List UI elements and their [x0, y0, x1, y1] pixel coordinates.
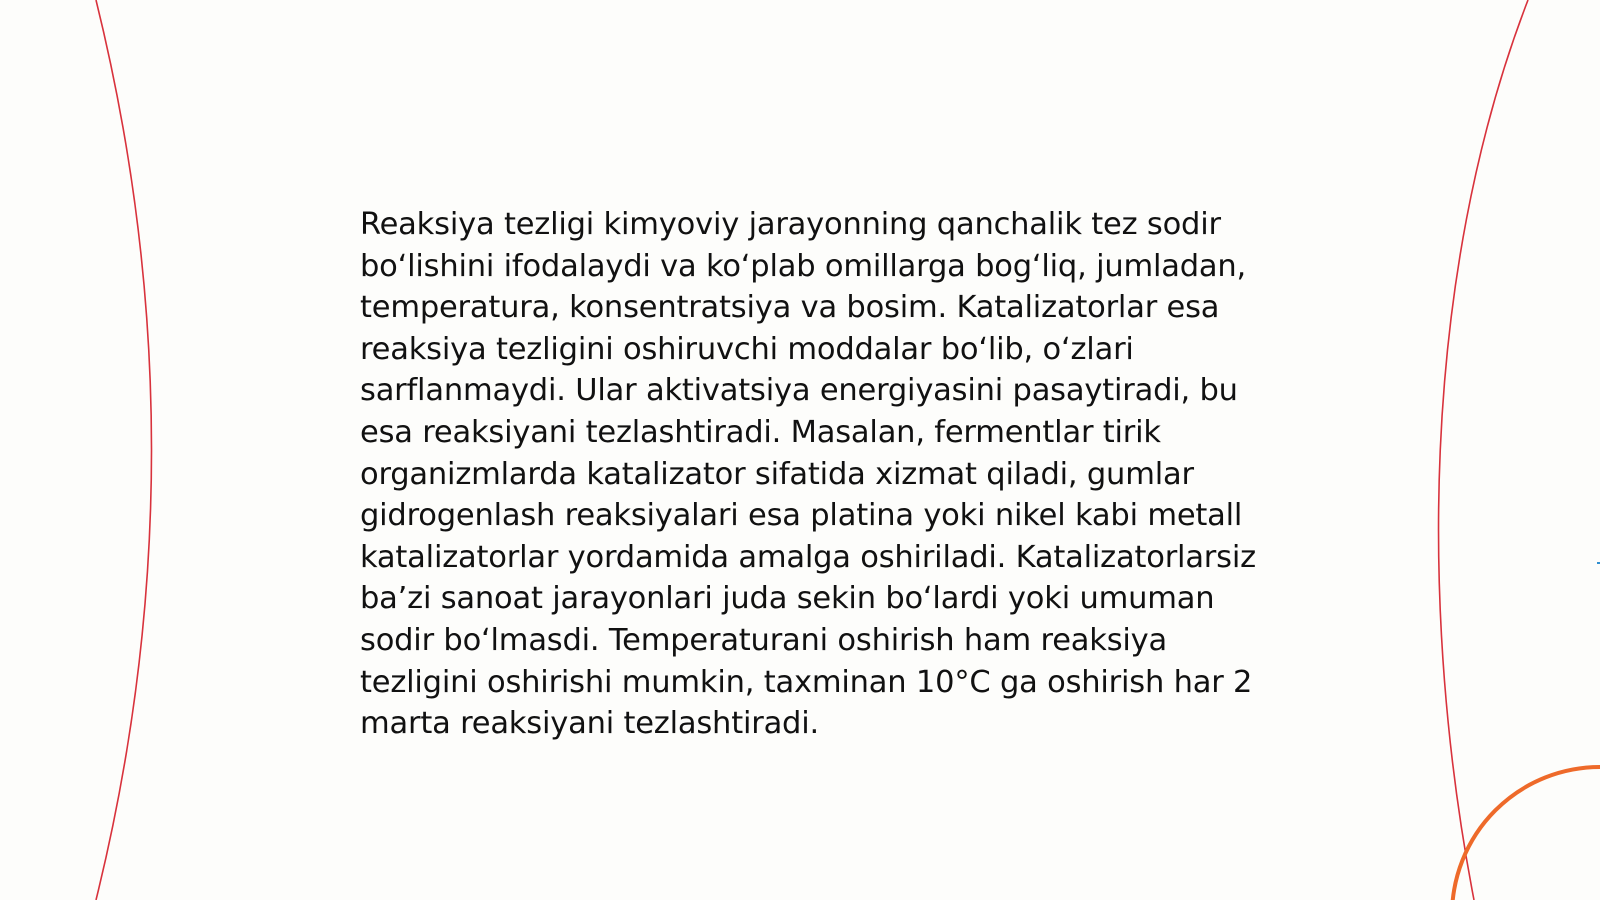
body-paragraph: Reaksiya tezligi kimyoviy jarayonning qanchalik tez sodir boʻlishini ifodalaydi va koʻplab omillarga bogʻliq, jumladan, temperatura, konsentratsiya va bosim. Katalizatorlar esa reaksiya tezligini oshiruvchi moddalar boʻlib, oʻzlari sarflanmaydi. Ular aktivatsiya energiyasini pasaytiradi, bu esa reaksiyani tezlashtiradi. Masalan, fermentlar tirik organizmlarda katalizator sifatida xizmat qiladi, gumlar gidrogenlash reaksiyalari esa platina yoki nikel kabi metall katalizatorlar yordamida amalga oshiriladi. Katalizatorlarsiz ba’zi sanoat jarayonlari juda sekin boʻlardi yoki umuman sodir boʻlmasdi. Temperaturani oshirish ham reaksiya tezligini oshirishi mumkin, taxminan 10°C ga oshirish har 2 marta reaksiyani tezlashtiradi.	[360, 207, 1256, 742]
orange-circle-arc	[1452, 767, 1600, 900]
left-red-curve	[96, 0, 152, 900]
right-red-curve	[1439, 0, 1528, 900]
